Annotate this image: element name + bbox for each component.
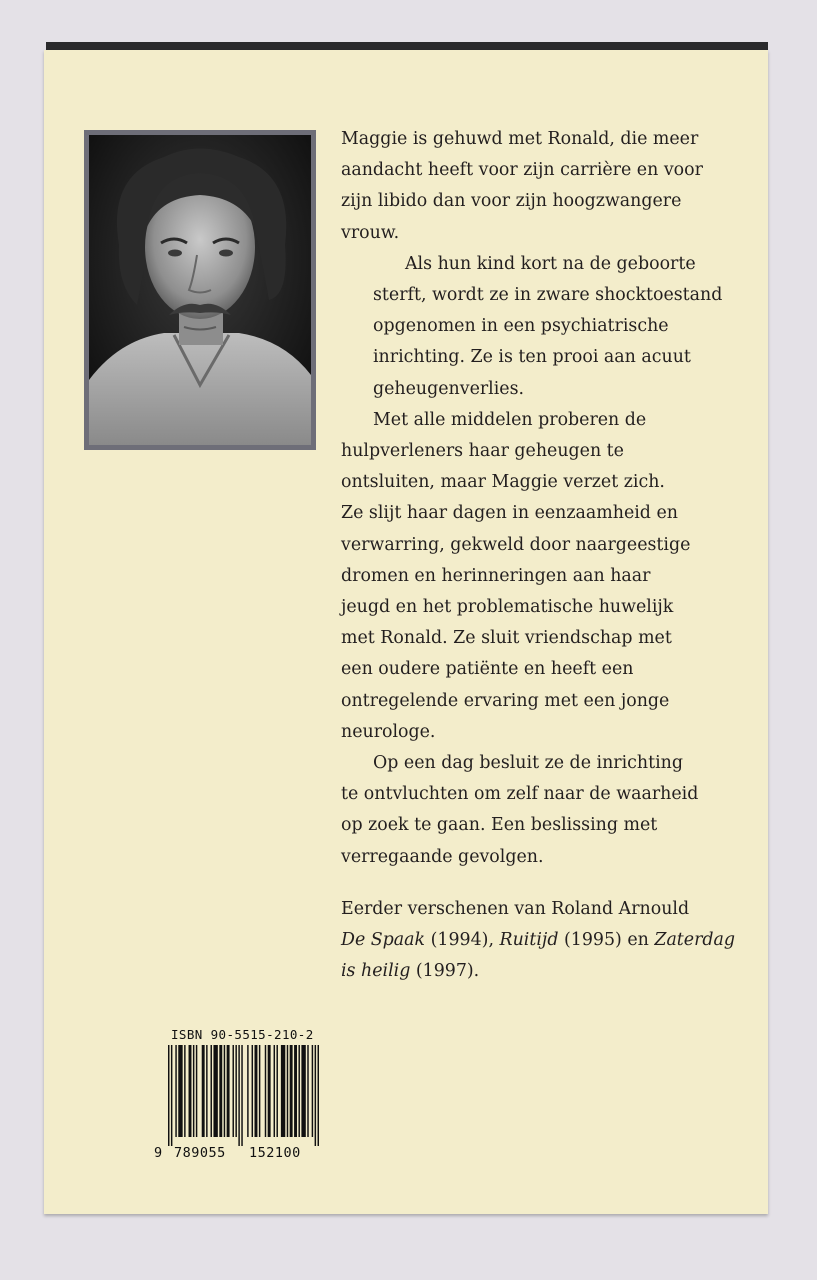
barcode-bar [178,1045,182,1137]
blurb-line: Als hun kind kort na de geboorte [405,253,696,274]
barcode-digits-left: 789055 [174,1145,226,1161]
barcode-bar [301,1045,305,1137]
blurb-line: Op een dag besluit ze de inrichting [373,753,683,774]
blurb-line: ontsluiten, maar Maggie verzet zich. [341,472,665,493]
barcode [154,1045,324,1163]
blurb-paragraph-1 [341,124,721,249]
blurb-line: met Ronald. Ze sluit vriendschap met [341,628,672,649]
also-by-titles-line-1 [341,925,736,956]
also-by-titles-line-2 [341,956,721,987]
barcode-bar [274,1045,275,1137]
blurb-line: vrouw. [341,222,400,243]
barcode-bar [312,1045,313,1137]
blurb-line: zijn libido dan voor zijn hoogzwangere [341,191,682,212]
barcode-bar [241,1045,242,1146]
barcode-bar [247,1045,248,1137]
barcode-bar [281,1045,285,1137]
also-by-intro: Eerder verschenen van Roland Arnould [341,899,690,919]
blurb-line: een oudere patiënte en heeft een [341,659,634,680]
book-title: is heilig [341,961,411,982]
blurb-line: op zoek te gaan. Een beslissing met [341,815,658,836]
blurb-paragraph-4 [341,748,721,873]
blurb-line: verwarring, gekweld door naargeestige [341,534,691,555]
blurb-line: dromen en herinneringen aan haar [341,565,651,586]
barcode-bar [235,1045,236,1137]
barcode-bar [175,1045,176,1137]
book-title: De Spaak [341,930,426,951]
author-photo [89,135,311,445]
blurb-paragraph-2 [341,249,721,405]
barcode-bar [193,1045,194,1137]
blurb-paragraph-3 [341,405,721,748]
barcode-bar [307,1045,308,1137]
book-title: Zaterdag [654,930,736,951]
barcode-bar [227,1045,230,1137]
barcode-bar [238,1045,239,1146]
barcode-bar [318,1045,319,1146]
barcode-bar [294,1045,297,1137]
barcode-bar [168,1045,169,1146]
barcode-bar [206,1045,207,1137]
book-year: (1995) en [558,930,655,951]
barcode-bar [276,1045,277,1137]
barcode-bar [211,1045,212,1137]
also-by-author [341,894,736,988]
barcode-bar [298,1045,299,1137]
barcode-digits-right: 152100 [249,1145,301,1161]
barcode-bar [315,1045,316,1146]
barcode-bar [233,1045,234,1137]
blurb-line: neurologe. [341,721,436,742]
barcode-bar [252,1045,253,1137]
blurb-line: aandacht heeft voor zijn carrière en voor [341,160,703,181]
blurb-line: geheugenverlies. [373,378,525,399]
barcode-bar [171,1045,172,1146]
barcode-bar [254,1045,257,1137]
blurb-line: sterft, wordt ze in zware shocktoestand [373,285,723,306]
isbn-label: ISBN 90-5515-210-2 [171,1027,314,1042]
barcode-bars [168,1045,319,1146]
barcode-bar [202,1045,205,1137]
barcode-bar [268,1045,271,1137]
book-year: (1997). [410,961,480,982]
blurb-line: Met alle middelen proberen de [373,409,647,430]
blurb-line: jeugd en het problematische huwelijk [341,597,674,618]
blurb-line: verregaande gevolgen. [341,846,544,867]
barcode-bar [196,1045,197,1137]
book-year: (1994), [425,930,500,951]
barcode-bar [184,1045,185,1137]
blurb-line: ontregelende ervaring met een jonge [341,690,670,711]
barcode-bar [189,1045,192,1137]
blurb-line: hulpverleners haar geheugen te [341,441,624,462]
book-title: Ruitijd [499,930,559,951]
blurb-line: inrichting. Ze is ten prooi aan acuut [373,347,691,368]
barcode-bar [265,1045,266,1137]
barcode-bar [259,1045,260,1137]
blurb-text [341,124,721,873]
barcode-bar [287,1045,288,1137]
barcode-bar [290,1045,293,1137]
barcode-digit-first: 9 [154,1145,163,1161]
blurb-line: Ze slijt haar dagen in eenzaamheid en [341,503,678,524]
author-photo-frame [84,130,316,450]
blurb-line: opgenomen in een psychiatrische [373,316,669,337]
barcode-bar [224,1045,225,1137]
barcode-bar [219,1045,222,1137]
barcode-bar [213,1045,217,1137]
blurb-line: te ontvluchten om zelf naar de waarheid [341,784,699,805]
blurb-line: Maggie is gehuwd met Ronald, die meer [341,129,699,149]
